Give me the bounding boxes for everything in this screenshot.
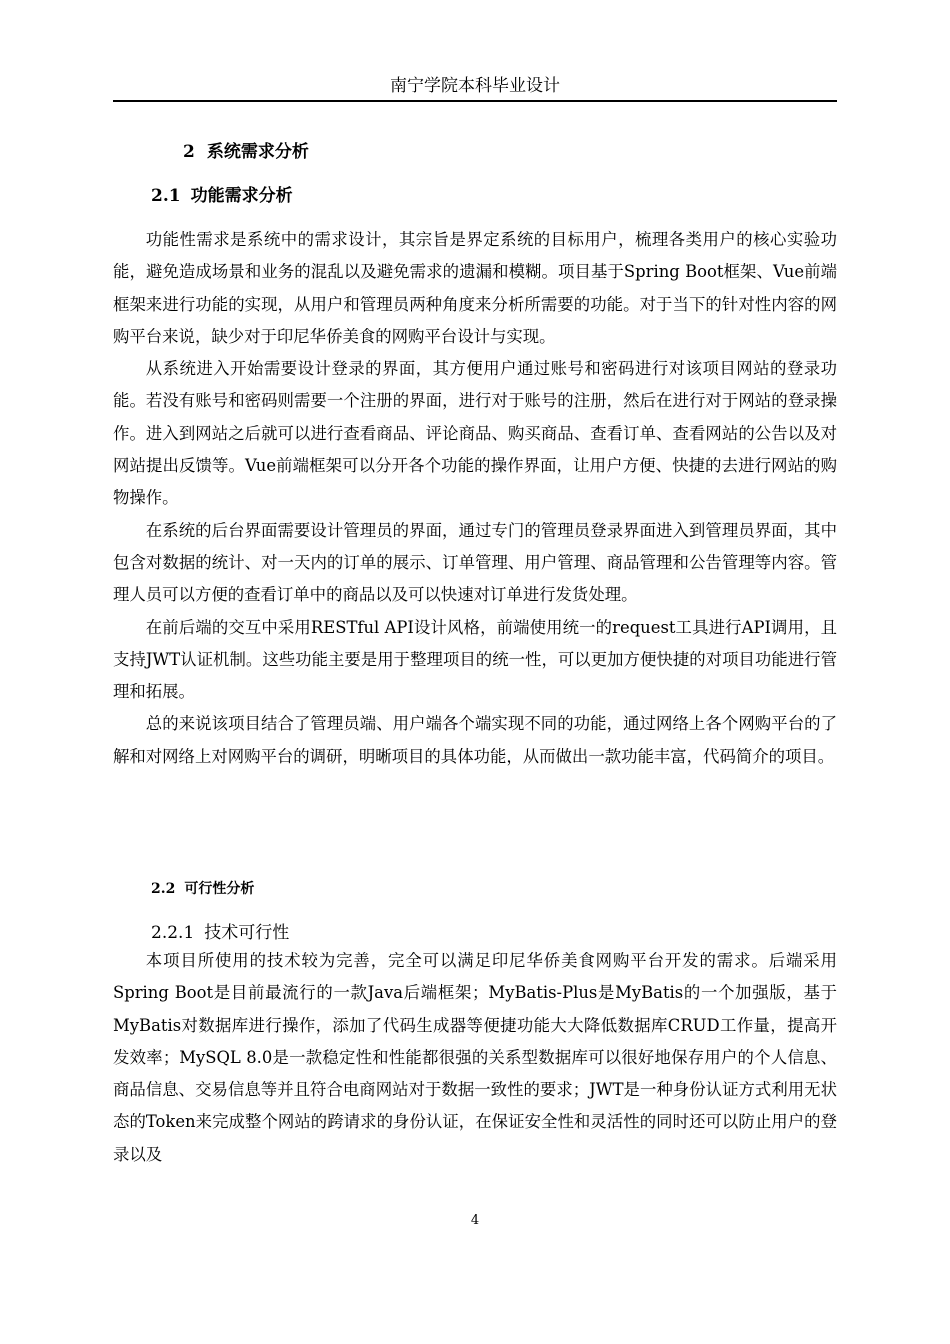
subsection-2-2-1-heading bbox=[151, 920, 289, 946]
subsection-title: 技术可行性 bbox=[204, 923, 290, 943]
paragraph: 从系统进入开始需要设计登录的界面，其方便用户通过账号和密码进行对该项目网站的登录功能。若没有账号和密码则需要一个注册的界面，进行对于账号的注册，然后在进行对于网站的登录操作。进入到网站之后就可以进行查看商品、评论商品、购买商品、查看订单、查看网站的公告以及对网站提出反馈等。Vue前端框架可以分开各个功能的操作界面，让用户方便、快捷的去进行网站的购物操作。 bbox=[113, 359, 837, 508]
section-title: 功能需求分析 bbox=[190, 186, 293, 206]
section-2-2-heading bbox=[151, 878, 254, 900]
paragraph: 功能性需求是系统中的需求设计，其宗旨是界定系统的目标用户，梳理各类用户的核心实验功能，避免造成场景和业务的混乱以及避免需求的遗漏和模糊。项目基于Spring Boot框架、Vue前端框架来进行功能的实现，从用户和管理员两种角度来分析所需要的功能。对于当下的针对性内容的网购平台来说，缺少对于印尼华侨美食的网购平台设计与实现。 bbox=[113, 230, 837, 346]
chapter-title: 系统需求分析 bbox=[206, 142, 309, 162]
chapter-heading bbox=[183, 139, 309, 165]
section-number: 2.2 bbox=[151, 881, 176, 897]
paragraph: 本项目所使用的技术较为完善，完全可以满足印尼华侨美食网购平台开发的需求。后端采用Spring Boot是目前最流行的一款Java后端框架；MyBatis-Plus是MyBatis的一个加强版，基于MyBatis对数据库进行操作，添加了代码生成器等便捷功能大大降低数据库CRUD工作量，提高开发效率；MySQL 8.0是一款稳定性和性能都很强的关系型数据库可以很好地保存用户的个人信息、商品信息、交易信息等并且符合电商网站对于数据一致性的要求；JWT是一种身份认证方式利用无状态的Token来完成整个网站的跨请求的身份认证，在保证安全性和灵活性的同时还可以防止用户的登录以及 bbox=[113, 951, 837, 1164]
page-number: 4 bbox=[470, 1213, 480, 1228]
subsection-number: 2.2.1 bbox=[151, 923, 195, 943]
section-title: 可行性分析 bbox=[184, 881, 255, 897]
header-divider bbox=[113, 100, 837, 102]
paragraph: 在系统的后台界面需要设计管理员的界面，通过专门的管理员登录界面进入到管理员界面，其中包含对数据的统计、对一天内的订单的展示、订单管理、用户管理、商品管理和公告管理等内容。管理人员可以方便的查看订单中的商品以及可以快速对订单进行发货处理。 bbox=[113, 520, 837, 605]
paragraph: 在前后端的交互中采用RESTful API设计风格，前端使用统一的request工具进行API调用，且支持JWT认证机制。这些功能主要是用于整理项目的统一性，可以更加方便快捷的对项目功能进行管理和拓展。 bbox=[113, 617, 837, 702]
section-number: 2.1 bbox=[151, 186, 181, 206]
section-2-1-heading bbox=[151, 183, 293, 209]
running-header: 南宁学院本科毕业设计 bbox=[390, 76, 560, 96]
chapter-number: 2 bbox=[183, 142, 195, 162]
subsection-2-2-1-body bbox=[113, 945, 837, 1171]
section-2-1-body bbox=[113, 224, 837, 773]
paragraph: 总的来说该项目结合了管理员端、用户端各个端实现不同的功能，通过网络上各个网购平台的了解和对网络上对网购平台的调研，明晰项目的具体功能，从而做出一款功能丰富，代码简介的项目。 bbox=[113, 714, 837, 766]
